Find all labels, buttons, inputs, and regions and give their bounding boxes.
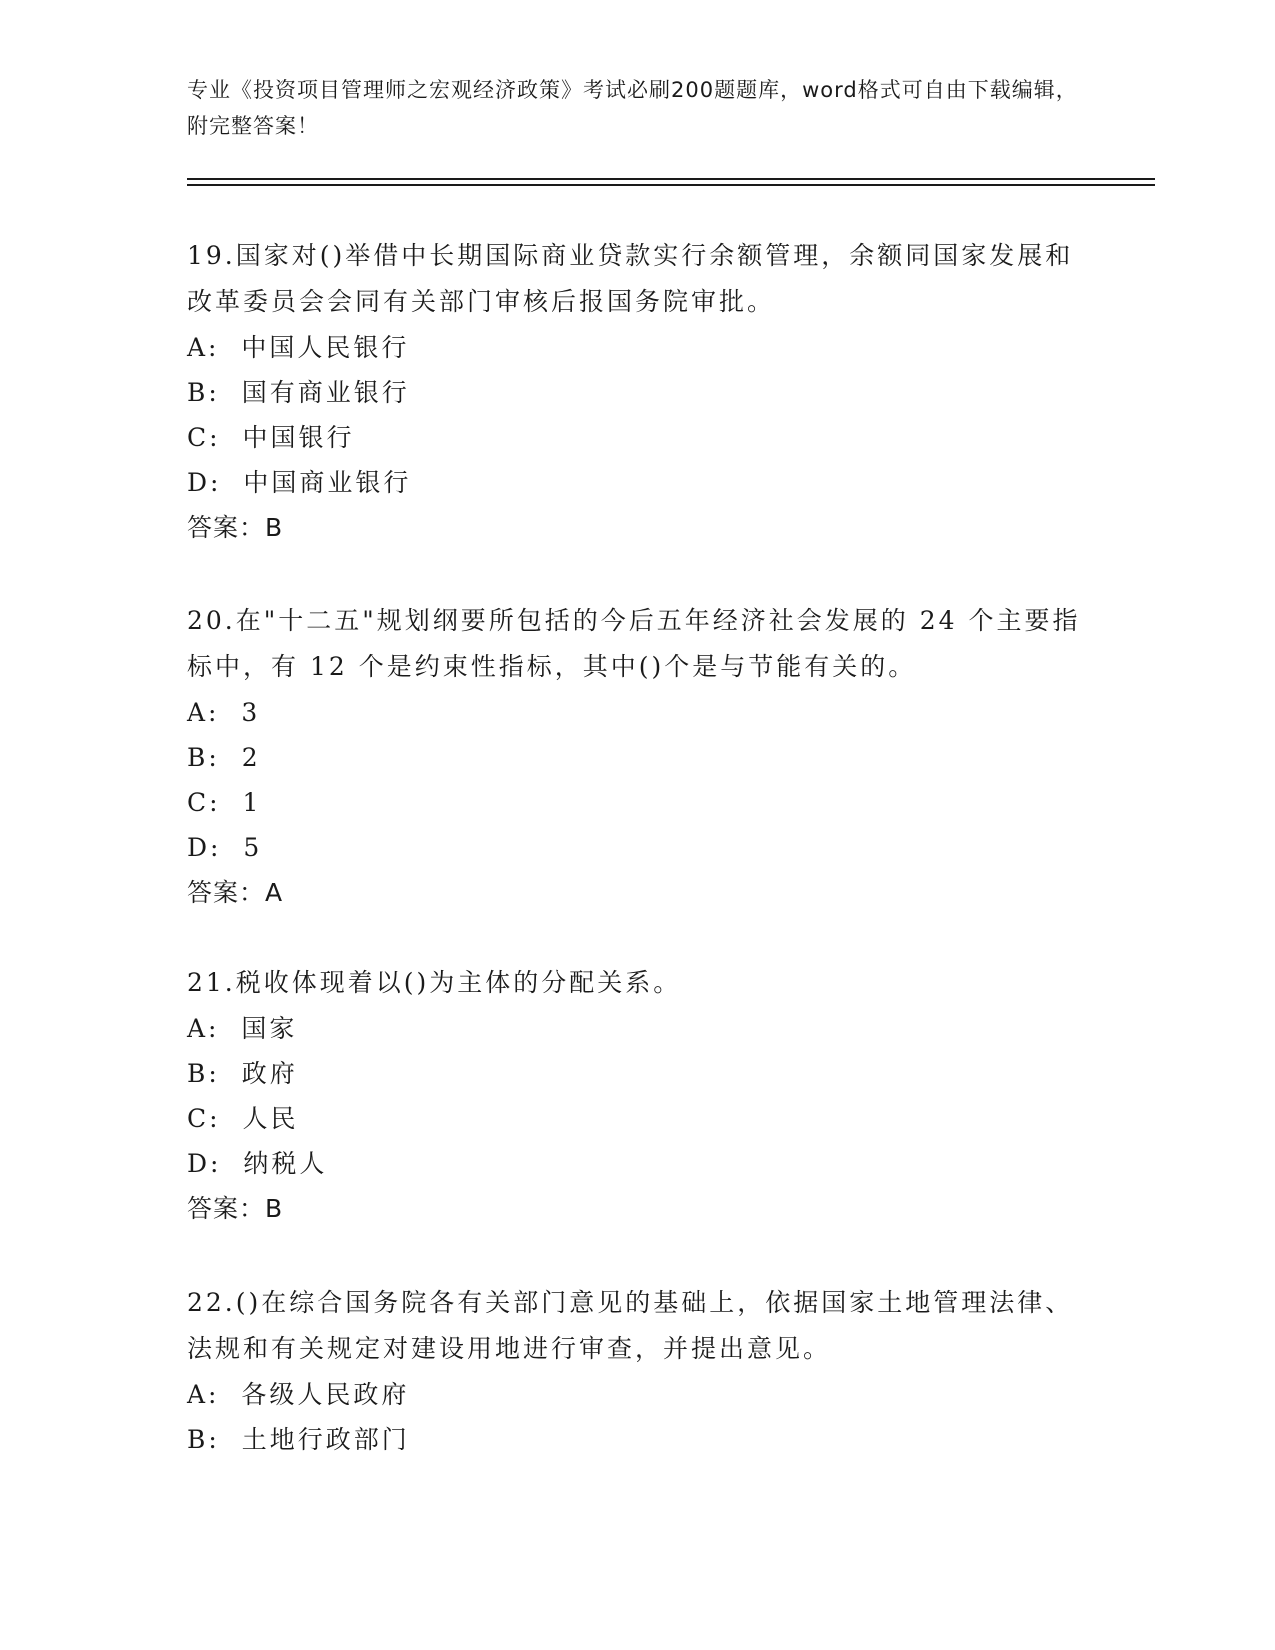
header-divider	[187, 178, 1155, 180]
option-d: D: 纳税人	[187, 1149, 328, 1178]
option-b: B: 政府	[187, 1059, 298, 1088]
option-b: B: 2	[187, 743, 261, 772]
option-d: D: 5	[187, 833, 263, 862]
header-divider-double	[187, 184, 1155, 186]
question-21	[187, 960, 1087, 1232]
option-a: A: 各级人民政府	[187, 1380, 410, 1409]
question-stem: 20.在"十二五"规划纲要所包括的今后五年经济社会发展的 24 个主要指标中，有 12 个是约束性指标，其中()个是与节能有关的。	[187, 606, 1081, 681]
answer: 答案：A	[187, 878, 284, 907]
option-c: C: 中国银行	[187, 423, 355, 452]
question-stem: 19.国家对()举借中长期国际商业贷款实行余额管理，余额同国家发展和改革委员会会同有关部门审核后报国务院审批。	[187, 241, 1074, 316]
question-19	[187, 233, 1087, 551]
option-c: C: 人民	[187, 1104, 299, 1133]
option-b: B: 土地行政部门	[187, 1425, 410, 1454]
option-c: C: 1	[187, 788, 262, 817]
question-stem: 22.()在综合国务院各有关部门意见的基础上，依据国家土地管理法律、法规和有关规定对建设用地进行审查，并提出意见。	[187, 1288, 1074, 1363]
option-b: B: 国有商业银行	[187, 378, 410, 407]
question-22	[187, 1280, 1087, 1462]
option-a: A: 3	[187, 698, 261, 727]
question-stem: 21.税收体现着以()为主体的分配关系。	[187, 968, 682, 997]
option-d: D: 中国商业银行	[187, 468, 412, 497]
answer: 答案：B	[187, 513, 284, 542]
option-a: A: 国家	[187, 1014, 298, 1043]
answer: 答案：B	[187, 1194, 284, 1223]
question-20	[187, 598, 1087, 916]
document-header: 专业《投资项目管理师之宏观经济政策》考试必刷200题题库，word格式可自由下载编辑，附完整答案！	[187, 78, 1078, 138]
option-a: A: 中国人民银行	[187, 333, 410, 362]
